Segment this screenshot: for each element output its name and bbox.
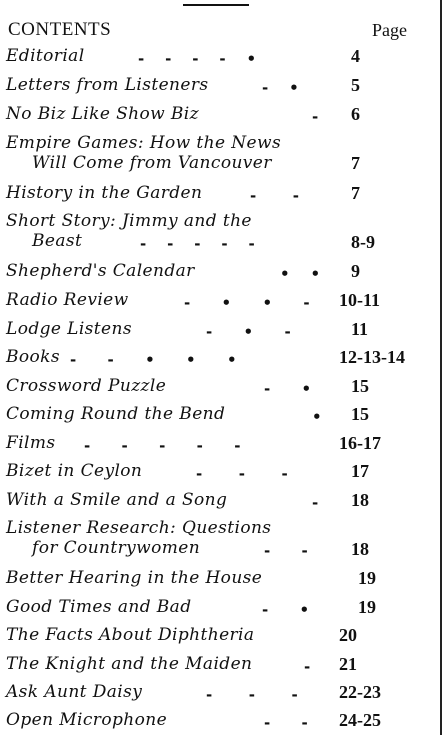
entry-page: 18 xyxy=(351,539,369,559)
entry-page: 6 xyxy=(351,104,360,124)
entry-page: 22-23 xyxy=(339,682,381,702)
entry-page: 4 xyxy=(351,46,360,66)
entry-page: 24-25 xyxy=(339,710,381,730)
entry-page: 10-11 xyxy=(339,290,381,310)
entry-title: The Knight and the Maiden xyxy=(6,654,253,674)
leader-dots: - • xyxy=(262,79,299,97)
leader-dots: - xyxy=(312,108,319,126)
contents-heading: CONTENTS xyxy=(8,19,112,40)
entry-title xyxy=(6,518,271,558)
entry-title: Good Times and Bad xyxy=(6,597,192,617)
entry-page: 18 xyxy=(351,490,369,510)
entry-title: Coming Round the Bend xyxy=(6,404,226,424)
leader-dots: - - - - - xyxy=(140,235,255,253)
entry-page: 17 xyxy=(351,461,369,481)
leader-dots: - • xyxy=(262,601,310,619)
entry-title: Books xyxy=(6,347,60,367)
leader-dots: - - - - • xyxy=(138,50,257,68)
entry-title: Lodge Listens xyxy=(6,319,132,339)
leader-dots: - - xyxy=(264,542,308,560)
entry-page: 7 xyxy=(351,183,360,203)
leader-dots: - - xyxy=(264,714,308,732)
entry-page: 16-17 xyxy=(339,433,381,453)
leader-dots: • xyxy=(312,408,322,426)
entry-title: Crossword Puzzle xyxy=(6,376,167,396)
entry-title: Ask Aunt Daisy xyxy=(6,682,143,702)
entry-title-line-1: Empire Games: How the News xyxy=(6,133,282,153)
entry-title: History in the Garden xyxy=(6,183,203,203)
entry-page: 19 xyxy=(358,597,376,617)
entry-title: Editorial xyxy=(6,46,85,66)
entry-title: The Facts About Diphtheria xyxy=(6,625,255,645)
entry-title: Bizet in Ceylon xyxy=(6,461,143,481)
entry-title: Better Hearing in the House xyxy=(6,568,263,588)
entry-title-line-2: Will Come from Vancouver xyxy=(32,153,272,173)
entry-page: 21 xyxy=(339,654,357,674)
leader-dots: - xyxy=(312,494,319,512)
entry-page: 11 xyxy=(351,319,369,339)
entry-page: 5 xyxy=(351,75,360,95)
entry-page: 7 xyxy=(351,153,360,173)
leader-dots: - xyxy=(304,658,311,676)
entry-page: 8-9 xyxy=(351,232,375,252)
entry-title-line-1: Listener Research: Questions xyxy=(6,518,272,538)
leader-dots: - - - - - xyxy=(84,437,241,455)
leader-dots: - - - xyxy=(206,686,298,704)
entry-page: 20 xyxy=(339,625,357,645)
leader-dots: • • xyxy=(280,265,321,283)
entry-title: With a Smile and a Song xyxy=(6,490,228,510)
leader-dots: - • - xyxy=(206,323,291,341)
entry-title: Shepherd's Calendar xyxy=(6,261,195,281)
leader-dots: - - - xyxy=(196,465,288,483)
entry-title: Open Microphone xyxy=(6,710,168,730)
entry-page: 15 xyxy=(351,404,369,424)
page-column-label: Page xyxy=(372,20,407,40)
entry-page: 12-13-14 xyxy=(339,347,405,367)
entry-title: Films xyxy=(6,433,56,453)
entry-page: 9 xyxy=(351,261,360,281)
entry-title: Radio Review xyxy=(6,290,129,310)
entry-page: 19 xyxy=(358,568,376,588)
entry-title-line-2: for Countrywomen xyxy=(32,538,201,558)
entry-title: No Biz Like Show Biz xyxy=(6,104,199,124)
leader-dots: - • xyxy=(264,380,312,398)
entry-title xyxy=(6,133,281,173)
leader-dots: - • • - xyxy=(184,294,310,312)
leader-dots: - - • • • xyxy=(70,351,237,369)
leader-dots: - - xyxy=(250,187,300,205)
entry-title-line-2: Beast xyxy=(32,231,83,251)
entry-title-line-1: Short Story: Jimmy and the xyxy=(6,211,252,231)
entry-page: 15 xyxy=(351,376,369,396)
entry-title: Letters from Listeners xyxy=(6,75,209,95)
